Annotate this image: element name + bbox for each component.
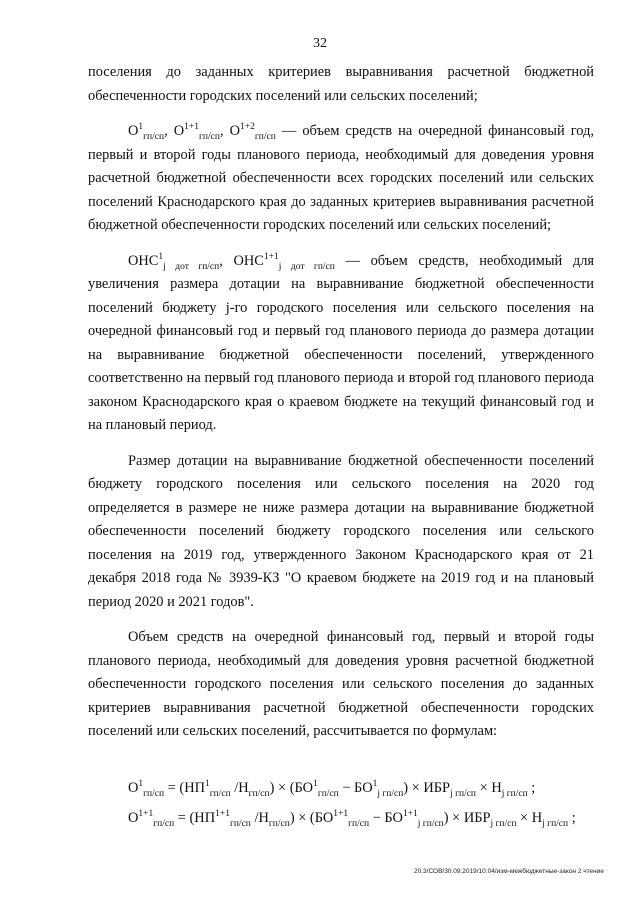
page-number: 32 — [313, 36, 327, 51]
paragraph-formulas-intro: Объем средств на очередной финансовый год, первый и второй годы планового периода, необходимый для доведения уровня расчетной бюджетной обеспеченности городского поселения или сельского поселения до заданных критериев выравнивания расчетной бюджетной обеспеченности городских поселений или сельских поселений, рассчитывается по формулам: — [88, 629, 594, 739]
paragraph-text: — объем средств на очередной финансовый год, первый и второй годы планового периода, необходимый для доведения уровня расчетной бюджетной обеспеченности всех городских поселений или сельских поселений Краснодарского края до заданных критериев выравнивания расчетной бюджетной обеспеченности городских поселений или сельских поселений; — [88, 123, 594, 233]
symbol-ons11: $ОНС^{1+1}_{j дот гп/сп}$ — [233, 251, 335, 272]
symbol-o11: $О^{1+1}_{гп/сп}$ — [173, 122, 220, 142]
paragraph-dotation-2020: Размер дотации на выравнивание бюджетной обеспеченности поселений бюджету городского поселения или сельского поселения на 2020 год определяется в размере не ниже размера дотации на выравнивание бюджетной обеспеченности поселений бюджету городского поселения или сельского поселения на 2019 год, утвержденного Законом Краснодарского края от 21 декабря 2018 года № 3939-КЗ "О краевом бюджете на 2019 год и на плановый период 2020 и 2021 годов". — [88, 452, 594, 610]
symbol-o1: $О^1_{гп/сп}$ — [128, 122, 165, 142]
symbol-o12: $О^{1+2}_{гп/сп}$ — [229, 122, 276, 142]
document-body — [88, 61, 594, 744]
paragraph-text: — объем средств, необходимый для увеличения размера дотации на выравнивание бюджетной обеспеченности поселений бюджету j-го городского поселения или сельского поселения на очередной финансовый год и первый год планового периода до размера дотации на выравнивание бюджетной обеспеченности поселений, утвержденного соответственно на первый год планового периода и второй год планового периода законом Краснодарского края о краевом бюджете на текущий финансовый год и на плановый период. — [88, 252, 595, 433]
paragraph-ons-definition: $ОНС^1_{j дот гп/сп}$, $ОНС^{1+1}_{j дот гп/сп}$ — объем средств, необходимый для увеличения размера дотации на выравнивание бюджетной обеспеченности поселений бюджету j-го городского поселения или сельского поселения на очередной финансовый год и первый год планового периода до размера дотации на выравнивание бюджетной обеспеченности поселений, утвержденного соответственно на первый год планового периода и второй год планового периода законом Краснодарского края о краевом бюджете на текущий финансовый год и на плановый период. — [88, 251, 595, 433]
paragraph-o-definition: $О^1_{гп/сп}$, $О^{1+1}_{гп/сп}$, $О^{1+2}_{гп/сп}$ — объем средств на очередной финансовый год, первый и второй годы планового периода, необходимый для доведения уровня расчетной бюджетной обеспеченности всех городских поселений или сельских поселений Краснодарского края до заданных критериев выравнивания расчетной бюджетной обеспеченности городских поселений или сельских поселений; — [88, 122, 594, 233]
document-footer: 20.3/СОВ/30.09.2019/10:04/изм-межбюджетные-закон 2 чтение — [414, 868, 604, 875]
paragraph-continuation: поселения до заданных критериев выравнивания расчетной бюджетной обеспеченности городских поселений или сельских поселений; — [88, 64, 594, 104]
formula-year-1: $О^1_{гп/сп} = (НП^1_{гп/сп}$ $/Н_{гп/сп}) \times (БО^1_{гп/сп} - БО^1_{j гп/сп}) \times ИБР_{j гп/сп} \times Н_{j гп/сп}$ ; — [128, 779, 536, 799]
formula-year-2: $О^{1+1}_{гп/сп} = (НП^{1+1}_{гп/сп}$ $/Н_{гп/сп}) \times (БО^{1+1}_{гп/сп} - БО^{1+1}_{j гп/сп}) \times ИБР_{j гп/сп} \times Н_{j гп/сп}$ ; — [128, 809, 576, 829]
symbol-ons1: $ОНС^1_{j дот гп/сп}$ — [128, 251, 220, 272]
